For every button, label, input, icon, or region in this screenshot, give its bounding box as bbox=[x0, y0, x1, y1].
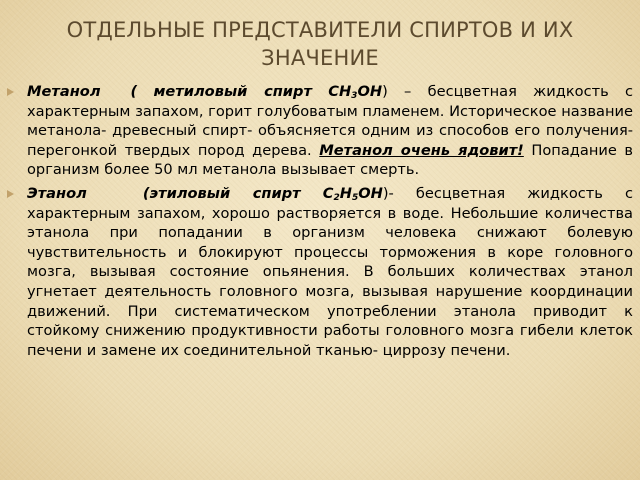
paren-open: ( bbox=[130, 83, 138, 100]
substance-name: этиловый спирт bbox=[149, 184, 301, 202]
paren-open: ( bbox=[142, 184, 150, 202]
bullet-list bbox=[7, 82, 633, 364]
paren-close: ) bbox=[382, 83, 388, 100]
substance-name: метиловый спирт bbox=[153, 83, 312, 100]
description-text: – бесцветная жидкость с характерным запахом, горит голубоватым пламенем. Историческое название метанола- древесный спирт- объясняется одним из способов его получения- перегонкой твердых пород дерева. bbox=[27, 83, 634, 159]
list-item-methanol bbox=[7, 82, 633, 180]
chemical-formula: $C_2H_5OH$ bbox=[322, 184, 383, 203]
paren-close: ) bbox=[382, 184, 389, 202]
term-methanol: Метанол bbox=[27, 83, 101, 100]
bullet-arrow-icon bbox=[7, 88, 14, 96]
term-ethanol: Этанол bbox=[27, 184, 87, 202]
chemical-formula: $CH_3OH$ bbox=[328, 83, 383, 101]
slide-title: ОТДЕЛЬНЫЕ ПРЕДСТАВИТЕЛИ СПИРТОВ И ИХ ЗНАЧЕНИЕ bbox=[66, 18, 574, 70]
warning-text: Метанол очень ядовит! bbox=[319, 141, 524, 159]
bullet-arrow-icon bbox=[7, 190, 14, 198]
description-text: - бесцветная жидкость с характерным запахом, хорошо растворяется в воде. Небольшие количества этанола при попадании в организм человека снижают болевую чувствительность и блокируют процессы торможения в коре головного мозга, вызывая состояние опьянения. В больших количествах этанол угнетает деятельность головного мозга, вызывая нарушение координации движений. При систематическом употреблении этанола приводит к стойкому снижению продуктивности работы головного мозга гибели клеток печени и замене их соединительной тканью- циррозу печени. bbox=[27, 184, 634, 359]
list-item-ethanol bbox=[7, 184, 633, 360]
description-text-end: Попадание в организм более 50 мл метанола вызывает смерть. bbox=[27, 141, 633, 179]
